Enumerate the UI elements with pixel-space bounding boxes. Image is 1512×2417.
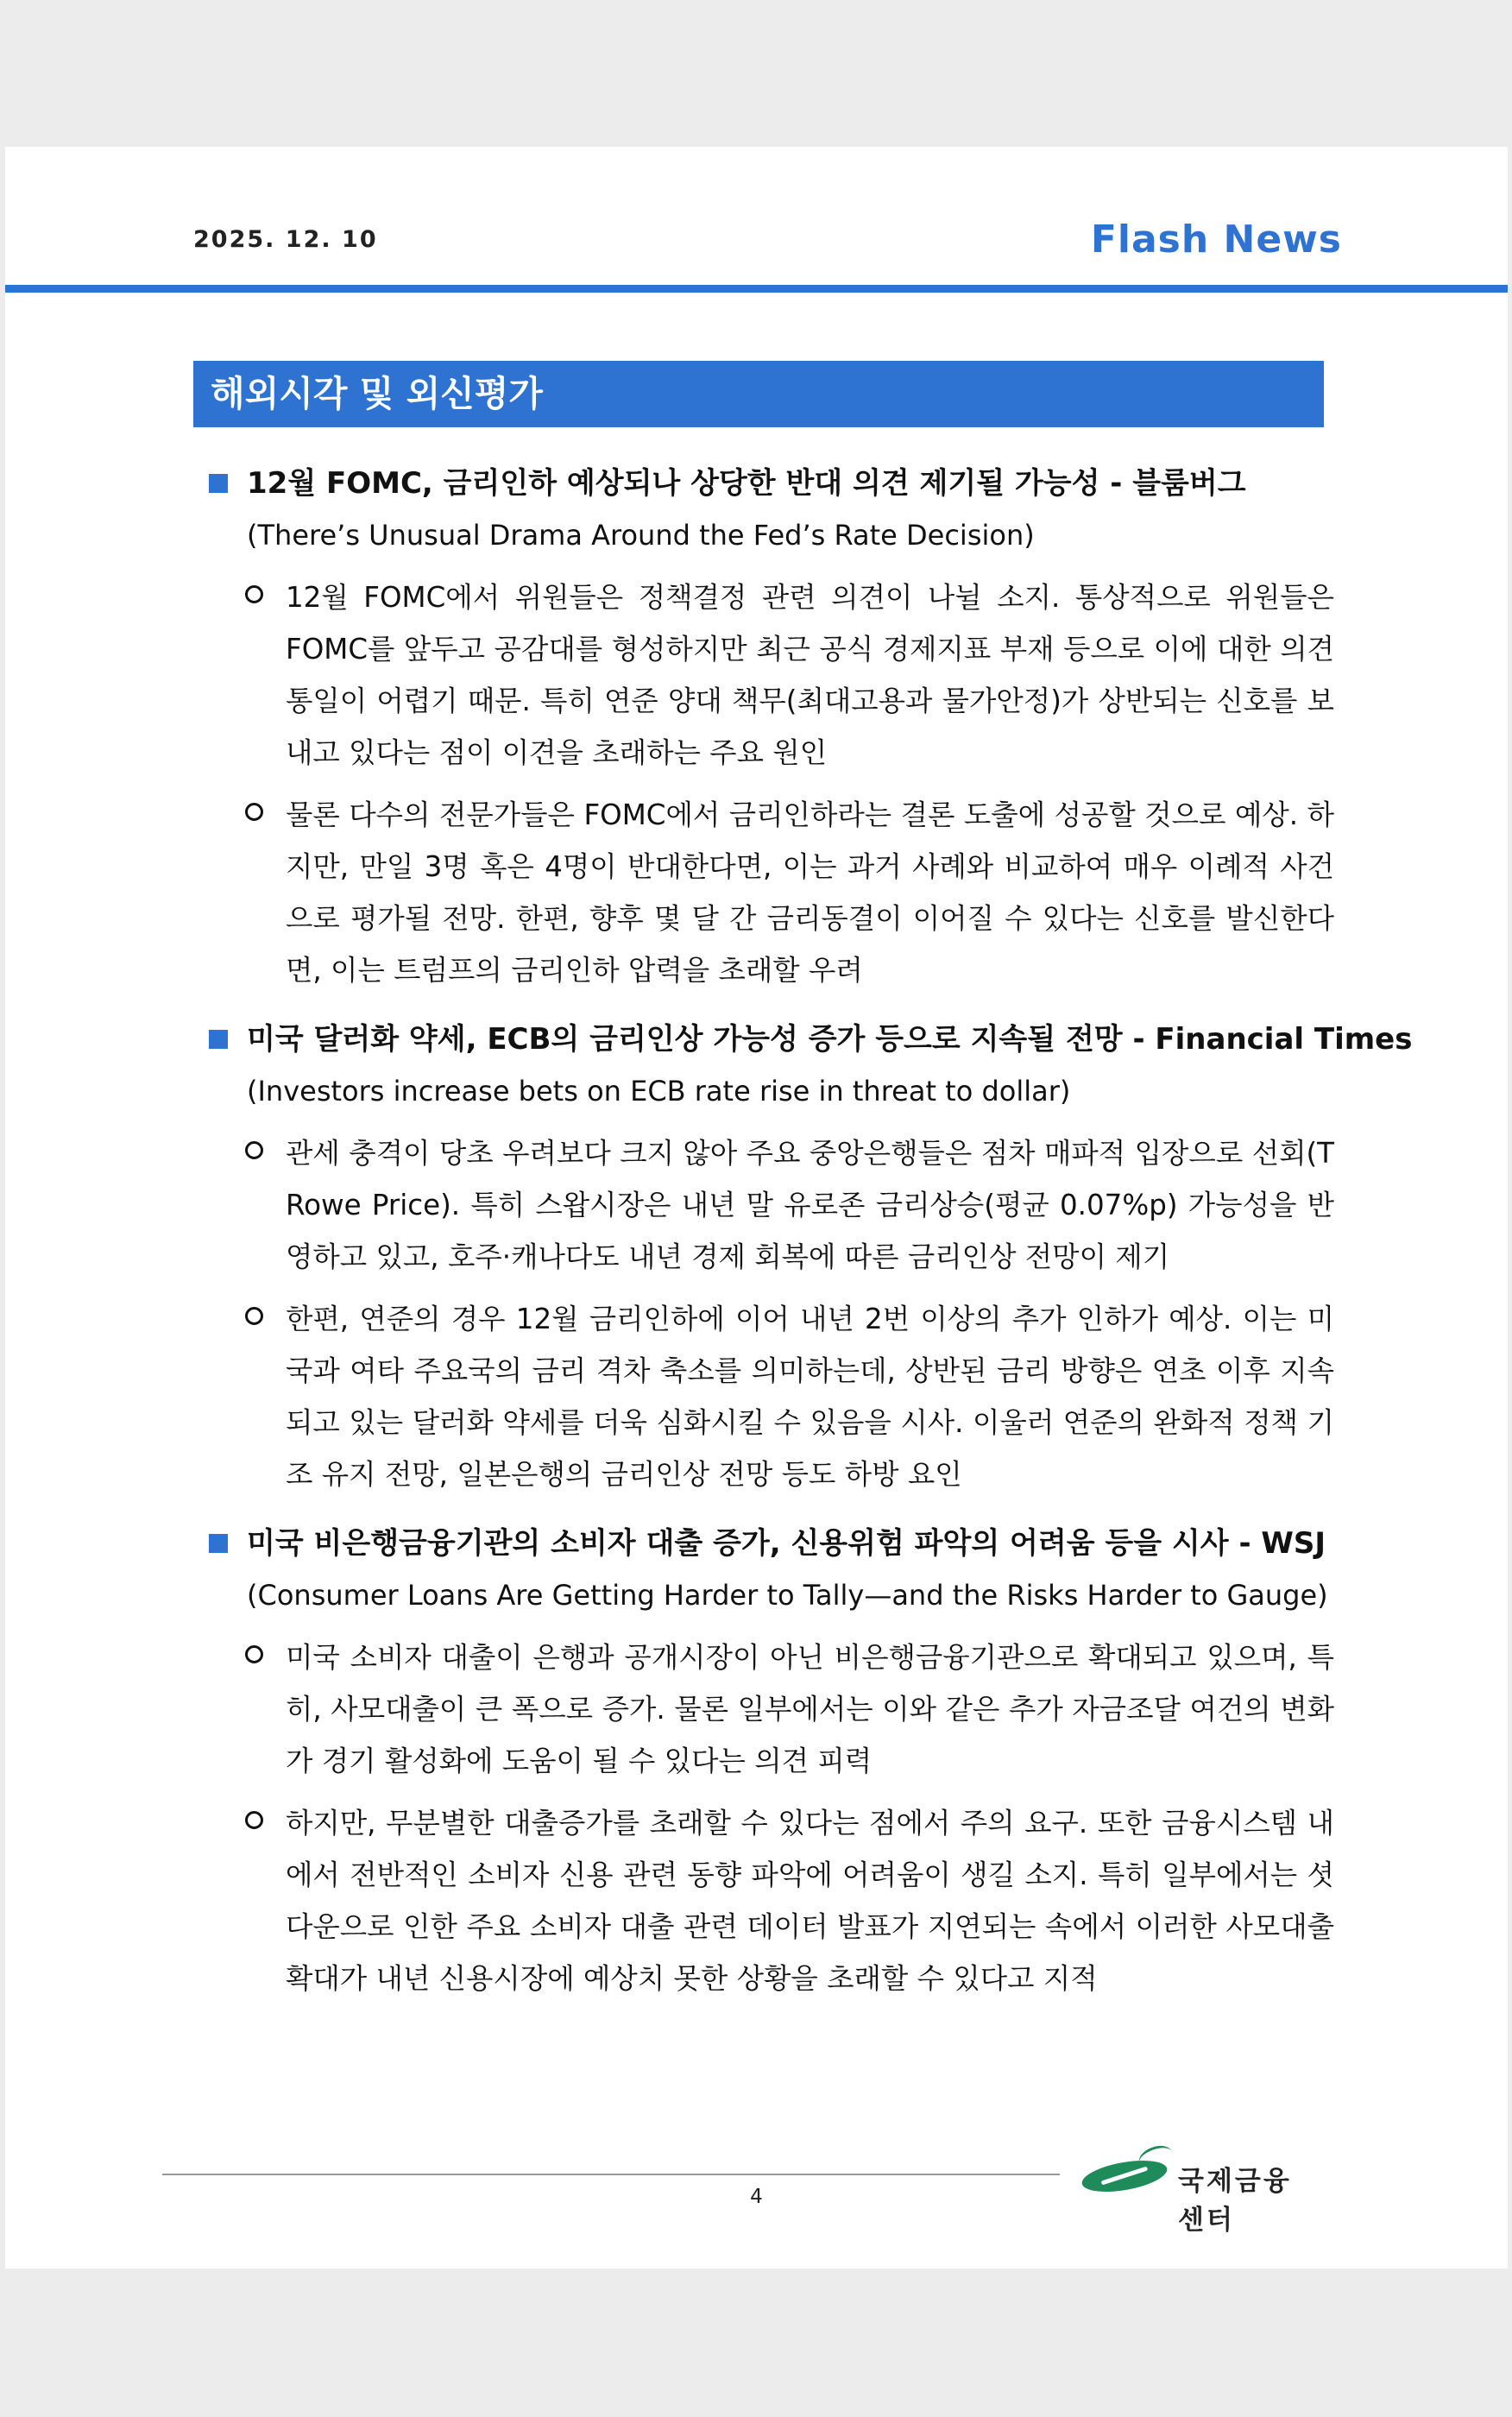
footer-divider [162,2174,1060,2175]
news-item-title-text: 미국 달러화 약세, ECB의 금리인상 가능성 증가 등으로 지속될 전망 - Financial Times [247,1022,1413,1057]
news-item-title [247,1013,1413,1065]
news-list [5,458,1508,2004]
circle-bullet-icon [245,585,263,603]
circle-bullet-icon [245,1645,263,1663]
news-point [286,789,1334,996]
news-item-source-headline: (There’s Unusual Drama Around the Fed’s Rate Decision) [247,519,1035,552]
square-bullet-icon [209,1534,228,1553]
square-bullet-icon [209,1030,228,1049]
flash-news-title: Flash News [1090,218,1342,262]
section-heading: 해외시각 및 외신평가 [193,361,1324,427]
news-point-text: 미국 소비자 대출이 은행과 공개시장이 아닌 비은행금융기관으로 확대되고 있으며, 특히, 사모대출이 큰 폭으로 증가. 물론 일부에서는 이와 같은 추가 자금조달 여건의 변화가 경기 활성화에 도움이 될 수 있다는 의견 피력 [286,1641,1334,1777]
news-point-text: 하지만, 무분별한 대출증가를 초래할 수 있다는 점에서 주의 요구. 또한 금융시스템 내에서 전반적인 소비자 신용 관련 동향 파악에 어려움이 생길 소지. 특히 일부에서는 셧다운으로 인한 주요 소비자 대출 관련 데이터 발표가 지연되는 속에서 이러한 사모대출 확대가 내년 신용시장에 예상치 못한 상황을 초래할 수 있다고 지적 [286,1807,1334,1995]
news-point-text: 12월 FOMC에서 위원들은 정책결정 관련 의견이 나뉠 소지. 통상적으로 위원들은 FOMC를 앞두고 공감대를 형성하지만 최근 공식 경제지표 부재 등으로 이에 대한 의견 통일이 어렵기 때문. 특히 연준 양대 책무(최대고용과 물가안정)가 상반되는 신호를 보내고 있다는 점이 이견을 초래하는 주요 원인 [286,581,1334,769]
page-number: 4 [750,2186,763,2208]
news-point-text: 관세 충격이 당초 우려보다 크지 않아 주요 중앙은행들은 점차 매파적 입장으로 선회(T Rowe Price). 특히 스왑시장은 내년 말 유로존 금리상승(평균 0.07%p) 가능성을 반영하고 있고, 호주·캐나다도 내년 경제 회복에 따른 금리인상 전망이 제기 [286,1137,1334,1273]
news-item-source-headline: (Consumer Loans Are Getting Harder to Tally—and the Risks Harder to Gauge) [247,1579,1328,1612]
circle-bullet-icon [245,1141,263,1159]
report-date: 2025. 12. 10 [193,226,378,253]
logo-text: 국제금융센터 [1178,2166,1292,2236]
news-item-title-text: 미국 비은행금융기관의 소비자 대출 증가, 신용위험 파악의 어려움 등을 시사 - WSJ [247,1526,1326,1561]
news-item-source-headline: (Investors increase bets on ECB rate rise in threat to dollar) [247,1075,1071,1108]
header-divider [5,285,1508,293]
news-point [286,571,1334,779]
news-item-title-text: 12월 FOMC, 금리인하 예상되나 상당한 반대 의견 제기될 가능성 - 블룸버그 [247,466,1246,501]
news-item-title [247,458,1334,509]
news-point-text: 물론 다수의 전문가들은 FOMC에서 금리인하라는 결론 도출에 성공할 것으로 예상. 하지만, 만일 3명 혹은 4명이 반대한다면, 이는 과거 사례와 비교하여 매우 이례적 사건으로 평가될 전망. 한편, 향후 몇 달 간 금리동결이 이어질 수 있다는 신호를 발신한다면, 이는 트럼프의 금리인하 압력을 초래할 우려 [286,798,1334,987]
news-point [286,1293,1334,1500]
square-bullet-icon [209,474,228,493]
circle-bullet-icon [245,803,263,821]
news-point-text: 한편, 연준의 경우 12월 금리인하에 이어 내년 2번 이상의 추가 인하가 예상. 이는 미국과 여타 주요국의 금리 격차 축소를 의미하는데, 상반된 금리 방향은 연초 이후 지속되고 있는 달러화 약세를 더욱 심화시킬 수 있음을 시사. 이울러 연준의 완화적 정책 기조 유지 전망, 일본은행의 금리인상 전망 등도 하방 요인 [286,1303,1334,1491]
document-page [5,147,1508,2269]
news-point [286,1631,1334,1787]
news-point [286,1797,1334,2004]
news-point [286,1127,1334,1283]
circle-bullet-icon [245,1811,263,1829]
news-item-title [247,1518,1334,1569]
circle-bullet-icon [245,1307,263,1325]
